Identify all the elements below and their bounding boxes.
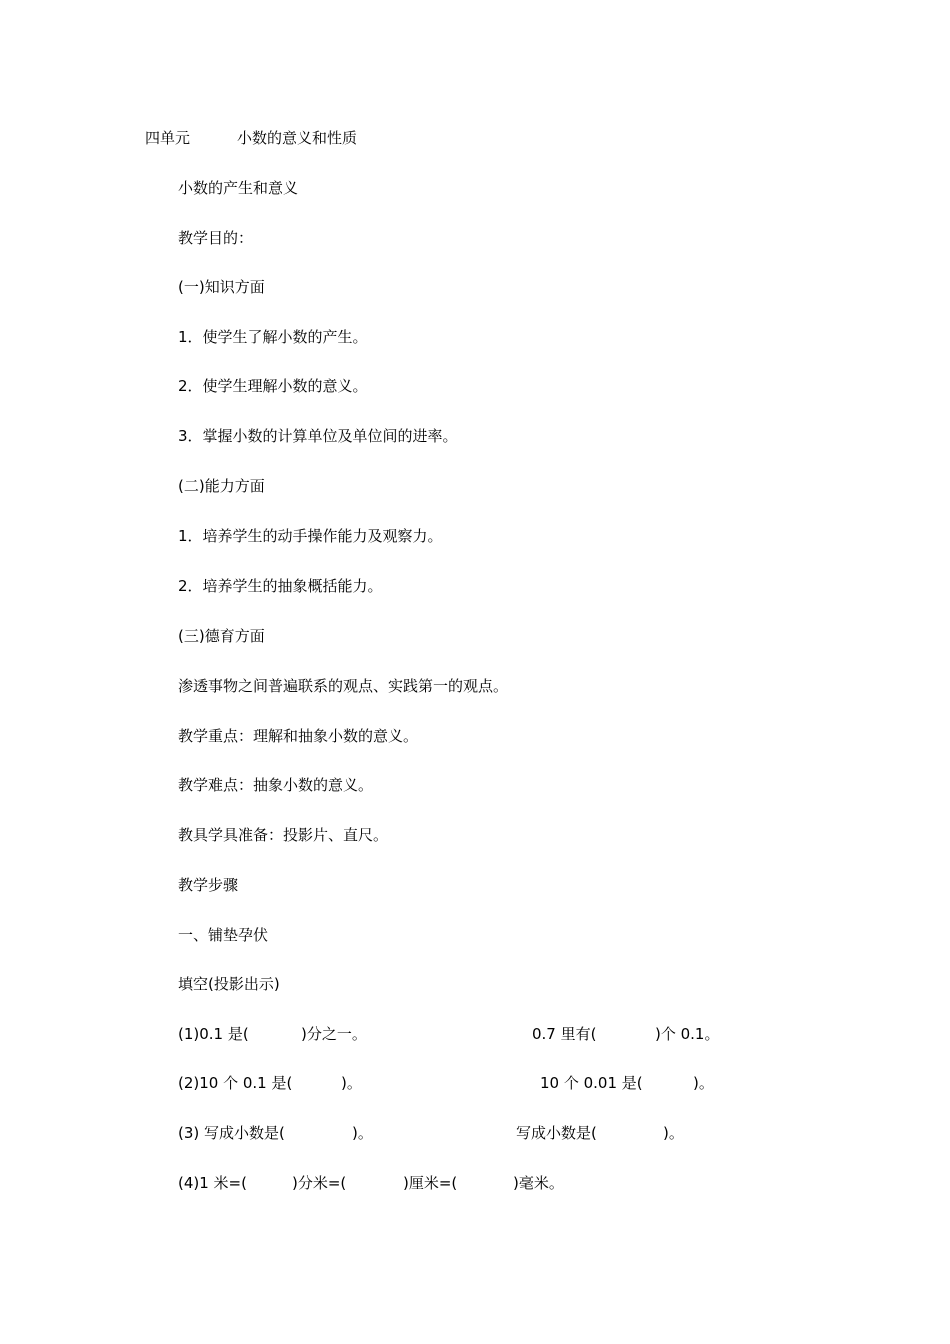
- difficulty: 教学难点：抽象小数的意义。: [178, 776, 374, 794]
- knowledge-heading: (一)知识方面: [178, 278, 265, 296]
- unit-title: 小数的意义和性质: [237, 129, 358, 147]
- ability-heading: (二)能力方面: [178, 477, 265, 495]
- key-point: 教学重点：理解和抽象小数的意义。: [178, 727, 419, 745]
- lesson-title: 小数的产生和意义: [178, 179, 299, 197]
- knowledge-item: 1．使学生了解小数的产生。: [178, 328, 368, 346]
- ability-item: 1．培养学生的动手操作能力及观察力。: [178, 527, 443, 545]
- q1-part-b-start: 0.7 里有(: [532, 1025, 597, 1043]
- q2-part-a-start: (2)10 个 0.1 是(: [178, 1074, 293, 1092]
- q2-part-b-end: )。: [693, 1074, 714, 1092]
- steps-heading: 教学步骤: [178, 876, 239, 894]
- knowledge-item: 2．使学生理解小数的意义。: [178, 377, 368, 395]
- q1-part-a-start: (1)0.1 是(: [178, 1025, 249, 1043]
- unit-label: 四单元: [145, 129, 191, 147]
- goals-heading: 教学目的：: [178, 229, 254, 247]
- q1-part-b-end: )个 0.1。: [655, 1025, 720, 1043]
- q4-part-3: )厘米=(: [403, 1174, 458, 1192]
- q3-part-b-start: 写成小数是(: [516, 1124, 597, 1142]
- q3-part-a-end: )。: [352, 1124, 373, 1142]
- q1-part-a-end: )分之一。: [301, 1025, 367, 1043]
- q2-part-b-start: 10 个 0.01 是(: [540, 1074, 643, 1092]
- fill-heading: 填空(投影出示): [178, 975, 280, 993]
- step-one: 一、铺垫孕伏: [178, 926, 269, 944]
- materials: 教具学具准备：投影片、直尺。: [178, 826, 389, 844]
- q4-part-4: )毫米。: [513, 1174, 564, 1192]
- knowledge-item: 3．掌握小数的计算单位及单位间的进率。: [178, 427, 458, 445]
- q4-part-1: (4)1 米=(: [178, 1174, 247, 1192]
- q3-part-b-end: )。: [663, 1124, 684, 1142]
- moral-heading: (三)德育方面: [178, 627, 265, 645]
- q4-part-2: )分米=(: [292, 1174, 347, 1192]
- q3-part-a-start: (3) 写成小数是(: [178, 1124, 285, 1142]
- moral-text: 渗透事物之间普遍联系的观点、实践第一的观点。: [178, 677, 509, 695]
- ability-item: 2．培养学生的抽象概括能力。: [178, 577, 383, 595]
- q2-part-a-end: )。: [341, 1074, 362, 1092]
